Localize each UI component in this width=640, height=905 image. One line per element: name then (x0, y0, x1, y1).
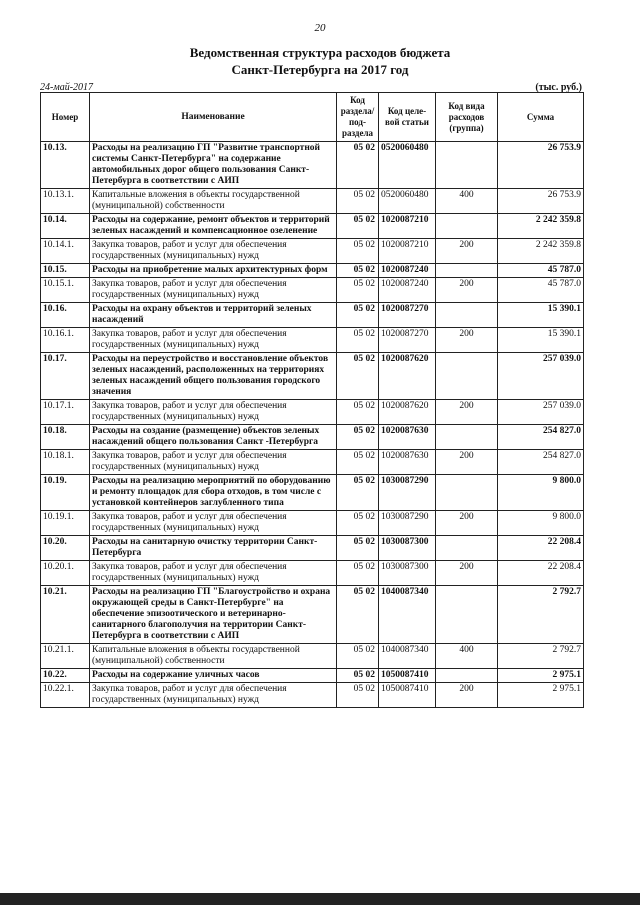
cell-number: 10.22.1. (41, 683, 90, 708)
cell-name: Расходы на реализацию ГП "Благоустройство и охрана окружающей среды в Санкт-Петербурге" на обеспечение эпизоотического и ветеринарно-санитарного благополучия на территории Санкт-Петербурга в соответствии с АИП (90, 586, 337, 644)
cell-article-code: 0520060480 (379, 189, 436, 214)
table-row (41, 511, 584, 536)
cell-expense-type (436, 353, 498, 400)
cell-expense-type (436, 214, 498, 239)
cell-number: 10.15.1. (41, 278, 90, 303)
cell-sum: 26 753.9 (498, 189, 584, 214)
cell-section-code: 05 02 (337, 303, 379, 328)
cell-name: Расходы на содержание, ремонт объектов и территорий зеленых насаждений и компенсационное озеленение (90, 214, 337, 239)
table-row (41, 214, 584, 239)
cell-expense-type: 400 (436, 189, 498, 214)
cell-number: 10.15. (41, 264, 90, 278)
cell-number: 10.20. (41, 536, 90, 561)
cell-expense-type: 200 (436, 278, 498, 303)
cell-number: 10.14. (41, 214, 90, 239)
cell-expense-type (436, 303, 498, 328)
cell-number: 10.14.1. (41, 239, 90, 264)
title-line-1: Ведомственная структура расходов бюджета (189, 45, 451, 60)
cell-sum: 2 792.7 (498, 644, 584, 669)
cell-article-code: 1020087270 (379, 328, 436, 353)
units-label: (тыс. руб.) (535, 82, 582, 93)
cell-expense-type (436, 264, 498, 278)
cell-article-code: 1020087270 (379, 303, 436, 328)
table-row (41, 683, 584, 708)
cell-name: Закупка товаров, работ и услуг для обеспечения государственных (муниципальных) нужд (90, 450, 337, 475)
cell-name: Расходы на реализацию ГП "Развитие транспортной системы Санкт-Петербурга" на содержание автомобильных дорог общего пользования Санкт-Петербурга в соответствии с АИП (90, 142, 337, 189)
cell-number: 10.17. (41, 353, 90, 400)
cell-expense-type: 200 (436, 683, 498, 708)
cell-article-code: 1020087630 (379, 450, 436, 475)
header-num: Номер (41, 93, 90, 142)
cell-sum: 15 390.1 (498, 328, 584, 353)
cell-article-code: 1020087620 (379, 353, 436, 400)
cell-sum: 257 039.0 (498, 353, 584, 400)
cell-section-code: 05 02 (337, 450, 379, 475)
cell-name: Закупка товаров, работ и услуг для обеспечения государственных (муниципальных) нужд (90, 239, 337, 264)
budget-table (40, 92, 584, 708)
cell-article-code: 1030087300 (379, 561, 436, 586)
cell-article-code: 1020087210 (379, 214, 436, 239)
cell-section-code: 05 02 (337, 189, 379, 214)
scan-edge (0, 893, 640, 905)
cell-name: Капитальные вложения в объекты государственной (муниципальной) собственности (90, 644, 337, 669)
cell-name: Расходы на санитарную очистку территории Санкт-Петербурга (90, 536, 337, 561)
cell-number: 10.18.1. (41, 450, 90, 475)
cell-expense-type: 200 (436, 400, 498, 425)
cell-section-code: 05 02 (337, 142, 379, 189)
cell-sum: 2 792.7 (498, 586, 584, 644)
cell-article-code: 1030087290 (379, 475, 436, 511)
title-line-2: Санкт-Петербурга на 2017 год (231, 62, 409, 77)
table-row (41, 303, 584, 328)
cell-section-code: 05 02 (337, 511, 379, 536)
table-row (41, 536, 584, 561)
table-row (41, 328, 584, 353)
cell-number: 10.21. (41, 586, 90, 644)
cell-section-code: 05 02 (337, 561, 379, 586)
cell-section-code: 05 02 (337, 214, 379, 239)
cell-name: Расходы на содержание уличных часов (90, 669, 337, 683)
cell-number: 10.13. (41, 142, 90, 189)
cell-name: Закупка товаров, работ и услуг для обеспечения государственных (муниципальных) нужд (90, 561, 337, 586)
cell-expense-type: 200 (436, 450, 498, 475)
cell-sum: 45 787.0 (498, 278, 584, 303)
document-date: 24-май-2017 (40, 82, 94, 93)
cell-section-code: 05 02 (337, 669, 379, 683)
cell-name: Закупка товаров, работ и услуг для обеспечения государственных (муниципальных) нужд (90, 683, 337, 708)
cell-expense-type (436, 142, 498, 189)
cell-number: 10.19. (41, 475, 90, 511)
cell-sum: 45 787.0 (498, 264, 584, 278)
cell-number: 10.22. (41, 669, 90, 683)
document-title (0, 44, 640, 78)
page-number: 20 (314, 22, 326, 34)
table-row (41, 353, 584, 400)
cell-expense-type (436, 586, 498, 644)
cell-section-code: 05 02 (337, 239, 379, 264)
cell-number: 10.16. (41, 303, 90, 328)
table-row (41, 450, 584, 475)
cell-article-code: 1020087630 (379, 425, 436, 450)
cell-section-code: 05 02 (337, 644, 379, 669)
cell-sum: 254 827.0 (498, 450, 584, 475)
cell-sum: 26 753.9 (498, 142, 584, 189)
header-sum: Сумма (498, 93, 584, 142)
cell-expense-type (436, 475, 498, 511)
cell-number: 10.17.1. (41, 400, 90, 425)
table-row (41, 669, 584, 683)
table-row (41, 586, 584, 644)
cell-number: 10.19.1. (41, 511, 90, 536)
cell-article-code: 1020087620 (379, 400, 436, 425)
cell-expense-type (436, 669, 498, 683)
cell-section-code: 05 02 (337, 683, 379, 708)
cell-name: Закупка товаров, работ и услуг для обеспечения государственных (муниципальных) нужд (90, 400, 337, 425)
cell-name: Закупка товаров, работ и услуг для обеспечения государственных (муниципальных) нужд (90, 328, 337, 353)
cell-sum: 2 975.1 (498, 683, 584, 708)
cell-sum: 2 242 359.8 (498, 239, 584, 264)
cell-article-code: 1040087340 (379, 586, 436, 644)
cell-name: Расходы на охрану объектов и территорий зеленых насаждений (90, 303, 337, 328)
cell-article-code: 1020087210 (379, 239, 436, 264)
cell-sum: 22 208.4 (498, 536, 584, 561)
table-row (41, 189, 584, 214)
cell-sum: 2 975.1 (498, 669, 584, 683)
cell-article-code: 1050087410 (379, 683, 436, 708)
table-header-row (41, 93, 584, 142)
cell-article-code: 1050087410 (379, 669, 436, 683)
table-row (41, 644, 584, 669)
table-body (41, 142, 584, 708)
cell-expense-type (436, 425, 498, 450)
cell-name: Расходы на реализацию мероприятий по оборудованию и ремонту площадок для сбора отходов, в том числе с установкой контейнеров заглубленного типа (90, 475, 337, 511)
cell-section-code: 05 02 (337, 425, 379, 450)
cell-section-code: 05 02 (337, 353, 379, 400)
header-section: Код раздела/ под-раздела (337, 93, 379, 142)
cell-expense-type (436, 536, 498, 561)
cell-sum: 257 039.0 (498, 400, 584, 425)
header-article: Код целе-вой статьи (379, 93, 436, 142)
cell-section-code: 05 02 (337, 264, 379, 278)
cell-name: Расходы на переустройство и восстановление объектов зеленых насаждений, расположенных на территориях зеленых насаждений общего пользования городского значения (90, 353, 337, 400)
cell-article-code: 1020087240 (379, 264, 436, 278)
cell-expense-type: 400 (436, 644, 498, 669)
cell-sum: 2 242 359.8 (498, 214, 584, 239)
cell-article-code: 1020087240 (379, 278, 436, 303)
cell-number: 10.21.1. (41, 644, 90, 669)
cell-number: 10.16.1. (41, 328, 90, 353)
cell-article-code: 1030087300 (379, 536, 436, 561)
header-type: Код вида расходов (группа) (436, 93, 498, 142)
table-row (41, 425, 584, 450)
cell-sum: 15 390.1 (498, 303, 584, 328)
table-row (41, 400, 584, 425)
header-name: Наименование (90, 93, 337, 142)
table-row (41, 239, 584, 264)
cell-name: Капитальные вложения в объекты государственной (муниципальной) собственности (90, 189, 337, 214)
cell-expense-type: 200 (436, 328, 498, 353)
cell-name: Расходы на создание (размещение) объектов зеленых насаждений общего пользования Санкт -Петербурга (90, 425, 337, 450)
cell-name: Расходы на приобретение малых архитектурных форм (90, 264, 337, 278)
table-row (41, 475, 584, 511)
cell-number: 10.20.1. (41, 561, 90, 586)
cell-section-code: 05 02 (337, 475, 379, 511)
table-row (41, 264, 584, 278)
cell-sum: 22 208.4 (498, 561, 584, 586)
cell-name: Закупка товаров, работ и услуг для обеспечения государственных (муниципальных) нужд (90, 511, 337, 536)
cell-article-code: 1030087290 (379, 511, 436, 536)
cell-section-code: 05 02 (337, 536, 379, 561)
cell-section-code: 05 02 (337, 278, 379, 303)
cell-expense-type: 200 (436, 561, 498, 586)
cell-number: 10.13.1. (41, 189, 90, 214)
cell-sum: 9 800.0 (498, 475, 584, 511)
table-row (41, 142, 584, 189)
cell-expense-type: 200 (436, 239, 498, 264)
cell-sum: 254 827.0 (498, 425, 584, 450)
cell-section-code: 05 02 (337, 586, 379, 644)
cell-sum: 9 800.0 (498, 511, 584, 536)
cell-article-code: 0520060480 (379, 142, 436, 189)
cell-number: 10.18. (41, 425, 90, 450)
cell-section-code: 05 02 (337, 400, 379, 425)
table-row (41, 278, 584, 303)
cell-article-code: 1040087340 (379, 644, 436, 669)
table-row (41, 561, 584, 586)
cell-name: Закупка товаров, работ и услуг для обеспечения государственных (муниципальных) нужд (90, 278, 337, 303)
cell-section-code: 05 02 (337, 328, 379, 353)
cell-expense-type: 200 (436, 511, 498, 536)
